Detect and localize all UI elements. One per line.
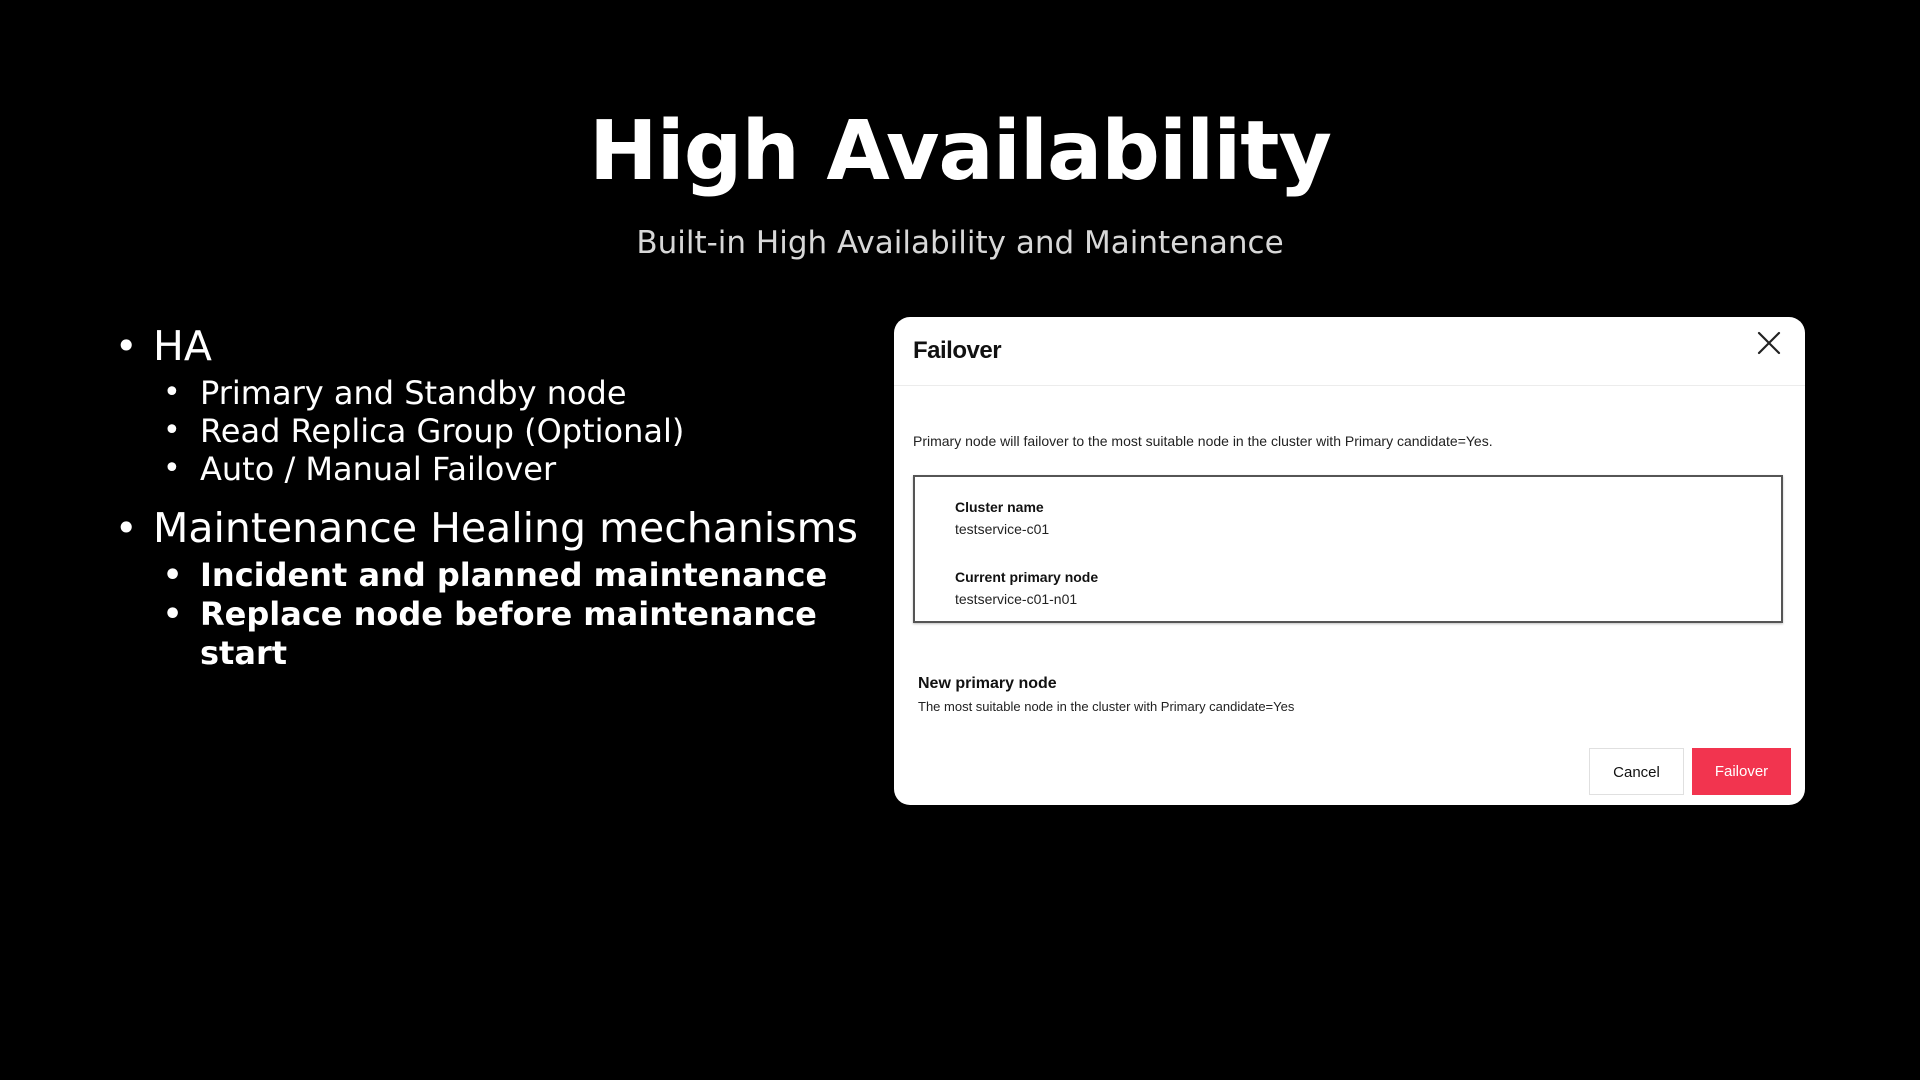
- cancel-button[interactable]: Cancel: [1589, 748, 1684, 795]
- failover-dialog: [894, 317, 1805, 805]
- bullet-read-replica: • Read Replica Group (Optional): [163, 412, 875, 450]
- close-icon: [1751, 325, 1787, 361]
- bullet-list: [115, 320, 875, 687]
- bullet-ha: • HA: [115, 320, 875, 372]
- ha-sub-list: [163, 374, 875, 488]
- slide-title: High Availability: [589, 104, 1331, 199]
- cluster-info-box: [913, 475, 1783, 623]
- new-primary-description: The most suitable node in the cluster with Primary candidate=Yes: [918, 699, 1295, 714]
- current-primary-label: Current primary node: [955, 569, 1099, 585]
- dialog-header: [894, 317, 1805, 386]
- slide-subtitle: Built-in High Availability and Maintenance: [636, 225, 1284, 261]
- dialog-description: Primary node will failover to the most suitable node in the cluster with Primary candidate=Yes.: [913, 433, 1493, 449]
- current-primary-value: testservice-c01-n01: [955, 591, 1078, 607]
- cluster-name-label: Cluster name: [955, 499, 1044, 515]
- bullet-failover-mode: • Auto / Manual Failover: [163, 450, 875, 488]
- failover-button[interactable]: Failover: [1692, 748, 1791, 795]
- bullet-primary-standby: • Primary and Standby node: [163, 374, 875, 412]
- cluster-name-value: testservice-c01: [955, 521, 1050, 537]
- new-primary-label: New primary node: [918, 675, 1057, 692]
- maintenance-sub-list: [163, 556, 875, 673]
- bullet-replace-node: • Replace node before maintenance start: [163, 595, 875, 673]
- close-button[interactable]: [1751, 325, 1787, 361]
- bullet-maintenance-healing: • Maintenance Healing mechanisms: [115, 502, 875, 554]
- bullet-incident-maintenance: • Incident and planned maintenance: [163, 556, 875, 595]
- dialog-title: Failover: [913, 337, 1002, 364]
